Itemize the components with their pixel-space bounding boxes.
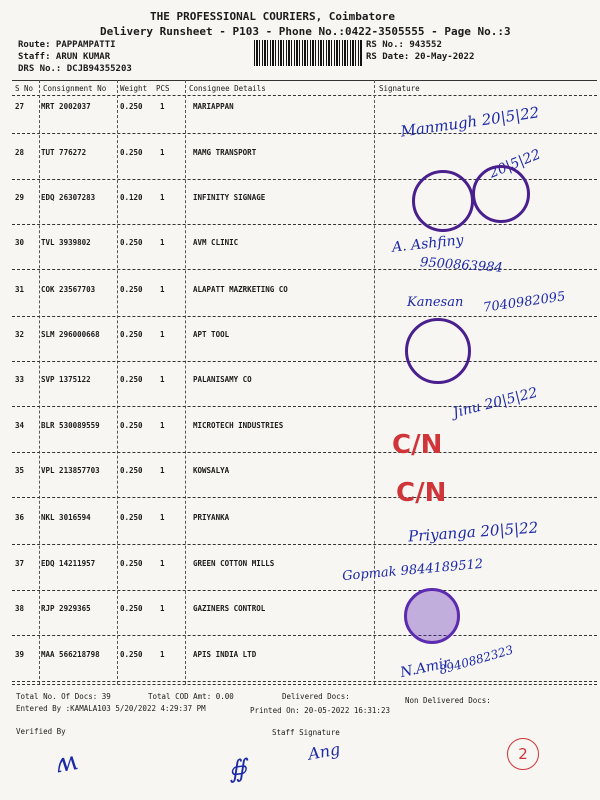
staff-signature-scribble: Ang (306, 739, 342, 764)
company-title: THE PROFESSIONAL COURIERS, Coimbatore (150, 10, 396, 23)
col-divider (117, 80, 118, 684)
row-rule (12, 452, 597, 453)
row-pcs: 1 (160, 604, 165, 613)
non-delivered-docs: Non Delivered Docs: (405, 696, 491, 705)
row-pcs: 1 (160, 102, 165, 111)
row-sno: 33 (15, 375, 25, 384)
row-consignee: GAZINERS CONTROL (193, 604, 266, 613)
row-consignee: INFINITY SIGNAGE (193, 193, 266, 202)
row-consignment: EDQ 14211957 (41, 559, 96, 568)
row-rule (12, 224, 597, 225)
row-sno: 38 (15, 604, 25, 613)
col-divider (374, 80, 375, 684)
row-consignment: TVL 3939802 (41, 238, 91, 247)
company-stamp (412, 170, 474, 232)
col-consignee: Consignee Details (189, 84, 266, 93)
company-stamp (404, 588, 460, 644)
row-consignee: PALANISAMY CO (193, 375, 252, 384)
row-consignment: NKL 3016594 (41, 513, 91, 522)
col-signature: Signature (379, 84, 420, 93)
row-pcs: 1 (160, 285, 165, 294)
total-cod: Total COD Amt: 0.00 (148, 692, 234, 701)
row-pcs: 1 (160, 421, 165, 430)
row-consignment: MAA 566218798 (41, 650, 100, 659)
row-pcs: 1 (160, 466, 165, 475)
col-divider (39, 80, 40, 684)
row-rule (12, 497, 597, 498)
signature-30: A. Ashfiny (391, 232, 465, 256)
rs-date: RS Date: 20-May-2022 (366, 52, 475, 62)
row-pcs: 1 (160, 330, 165, 339)
signature-37: Gopmak 9844189512 (341, 556, 484, 585)
row-sno: 36 (15, 513, 25, 522)
staff-signature-scribble: ∯ (226, 753, 249, 785)
company-stamp (472, 165, 530, 223)
signature-31-phone: 7040982095 (482, 289, 567, 316)
col-pcs: PCS (156, 84, 170, 93)
signature-33: Jinu 20|5|22 (451, 384, 540, 422)
row-consignment: TUT 776272 (41, 148, 87, 157)
row-pcs: 1 (160, 193, 165, 202)
row-weight: 0.250 (120, 650, 143, 659)
row-weight: 0.250 (120, 466, 143, 475)
row-consignment: BLR 530089559 (41, 421, 100, 430)
row-rule (12, 316, 597, 317)
col-sno: S No (15, 84, 34, 93)
row-consignment: SVP 1375122 (41, 375, 91, 384)
runsheet-title: Delivery Runsheet - P103 - Phone No.:0422-3505555 - Page No.:3 (100, 25, 511, 38)
row-consignment: MRT 2002037 (41, 102, 91, 111)
row-consignee: MICROTECH INDUSTRIES (193, 421, 284, 430)
signature-39: N.Amir (398, 654, 452, 682)
row-weight: 0.250 (120, 513, 143, 522)
row-consignee: ALAPATT MAZRKETING CO (193, 285, 288, 294)
row-consignee: AVM CLINIC (193, 238, 239, 247)
signature-36: Priyanga 20|5|22 (407, 518, 539, 546)
row-consignment: SLM 296000668 (41, 330, 100, 339)
row-weight: 0.250 (120, 559, 143, 568)
signature-27: Manmugh 20|5|22 (399, 103, 541, 141)
row-rule (12, 544, 597, 545)
row-pcs: 1 (160, 375, 165, 384)
col-consignment: Consignment No (43, 84, 107, 93)
row-sno: 31 (15, 285, 25, 294)
row-pcs: 1 (160, 559, 165, 568)
circled-number-mark: 2 (507, 738, 539, 770)
row-sno: 30 (15, 238, 25, 247)
col-divider (185, 80, 186, 684)
signature-39-phone: 8940882323 (437, 642, 515, 678)
signature-31: Kanesan (407, 295, 464, 310)
barcode (254, 40, 362, 66)
cn-mark-34: C/N (392, 430, 443, 460)
row-weight: 0.250 (120, 285, 143, 294)
drs-number: DRS No.: DCJB94355203 (18, 64, 132, 74)
row-pcs: 1 (160, 513, 165, 522)
signature-28: 20|5|22 (486, 146, 544, 182)
staff-label: Staff: ARUN KUMAR (18, 52, 111, 62)
footer-rule (12, 684, 597, 685)
row-weight: 0.250 (120, 330, 143, 339)
row-consignee: KOWSALYA (193, 466, 230, 475)
row-weight: 0.250 (120, 604, 143, 613)
row-consignee: PRIYANKA (193, 513, 230, 522)
header-bottom-rule (12, 95, 597, 96)
row-consignee: MARIAPPAN (193, 102, 234, 111)
row-weight: 0.250 (120, 148, 143, 157)
row-sno: 34 (15, 421, 25, 430)
row-consignee: GREEN COTTON MILLS (193, 559, 275, 568)
row-sno: 32 (15, 330, 25, 339)
row-rule (12, 361, 597, 362)
company-stamp (405, 318, 471, 384)
row-weight: 0.250 (120, 375, 143, 384)
row-consignment: RJP 2929365 (41, 604, 91, 613)
row-weight: 0.250 (120, 102, 143, 111)
header-top-rule (12, 80, 597, 81)
row-consignment: EDQ 26307283 (41, 193, 96, 202)
row-sno: 28 (15, 148, 25, 157)
row-consignee: MAMG TRANSPORT (193, 148, 257, 157)
cn-mark-35: C/N (396, 478, 447, 508)
route-label: Route: PAPPAMPATTI (18, 40, 116, 50)
row-sno: 27 (15, 102, 25, 111)
verifier-signature: ʍ (52, 746, 80, 780)
row-sno: 29 (15, 193, 25, 202)
row-rule (12, 269, 597, 270)
row-sno: 37 (15, 559, 25, 568)
printed-on: Printed On: 20-05-2022 16:31:23 (250, 706, 390, 715)
row-consignment: COK 23567703 (41, 285, 96, 294)
row-rule (12, 681, 597, 682)
row-rule (12, 133, 597, 134)
row-consignment: VPL 213857703 (41, 466, 100, 475)
col-weight: Weight (120, 84, 148, 93)
rs-number: RS No.: 943552 (366, 40, 442, 50)
row-sno: 39 (15, 650, 25, 659)
row-weight: 0.120 (120, 193, 143, 202)
delivered-docs: Delivered Docs: (282, 692, 350, 701)
row-consignee: APIS INDIA LTD (193, 650, 257, 659)
row-consignee: APT TOOL (193, 330, 230, 339)
row-pcs: 1 (160, 238, 165, 247)
row-pcs: 1 (160, 650, 165, 659)
row-sno: 35 (15, 466, 25, 475)
row-weight: 0.250 (120, 238, 143, 247)
row-weight: 0.250 (120, 421, 143, 430)
signature-30-phone: 9500863984 (419, 255, 504, 276)
row-pcs: 1 (160, 148, 165, 157)
staff-signature: Staff Signature (272, 728, 340, 737)
entered-by: Entered By :KAMALA103 5/20/2022 4:29:37 PM (16, 704, 206, 713)
verified-by: Verified By (16, 727, 66, 736)
row-rule (12, 635, 597, 636)
total-docs: Total No. Of Docs: 39 (16, 692, 111, 701)
row-rule (12, 590, 597, 591)
